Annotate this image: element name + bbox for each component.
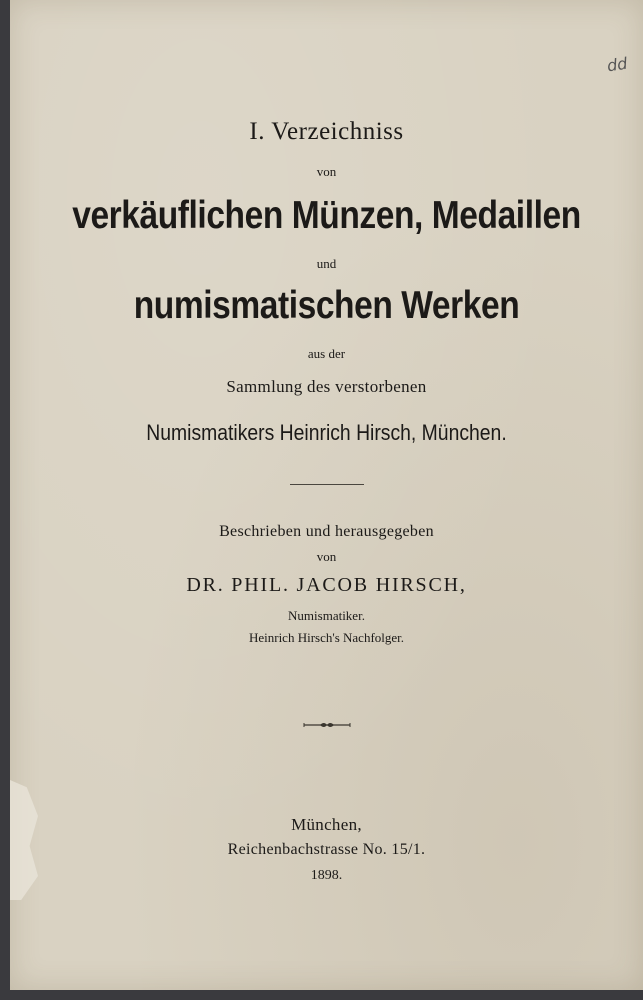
author-role: Numismatiker.	[288, 608, 365, 623]
imprint-city: München,	[291, 815, 362, 834]
headline-coins-medals: verkäuflichen Münzen, Medaillen	[72, 194, 581, 237]
title-page	[10, 0, 643, 990]
ornament-icon	[302, 719, 352, 731]
imprint-address: Reichenbachstrasse No. 15/1.	[227, 841, 426, 858]
author-successor: Heinrich Hirsch's Nachfolger.	[248, 630, 405, 645]
connector-von: von	[316, 164, 337, 179]
collection-line: Sammlung des verstorbenen	[226, 377, 427, 396]
connector-aus-der: aus der	[307, 346, 346, 361]
pencil-margin-note: dd	[605, 53, 629, 76]
connector-von-author: von	[316, 549, 337, 564]
described-line: Beschrieben und herausgegeben	[219, 523, 434, 540]
catalog-title: I. Verzeichniss	[249, 118, 404, 145]
divider-rule	[290, 484, 364, 485]
owner-line: Numismatikers Heinrich Hirsch, München.	[146, 420, 507, 445]
connector-und: und	[316, 256, 337, 271]
headline-numismatic-works: numismatischen Werken	[133, 284, 520, 327]
author-name: DR. PHIL. JACOB HIRSCH,	[186, 574, 467, 596]
imprint-year: 1898.	[310, 868, 343, 883]
